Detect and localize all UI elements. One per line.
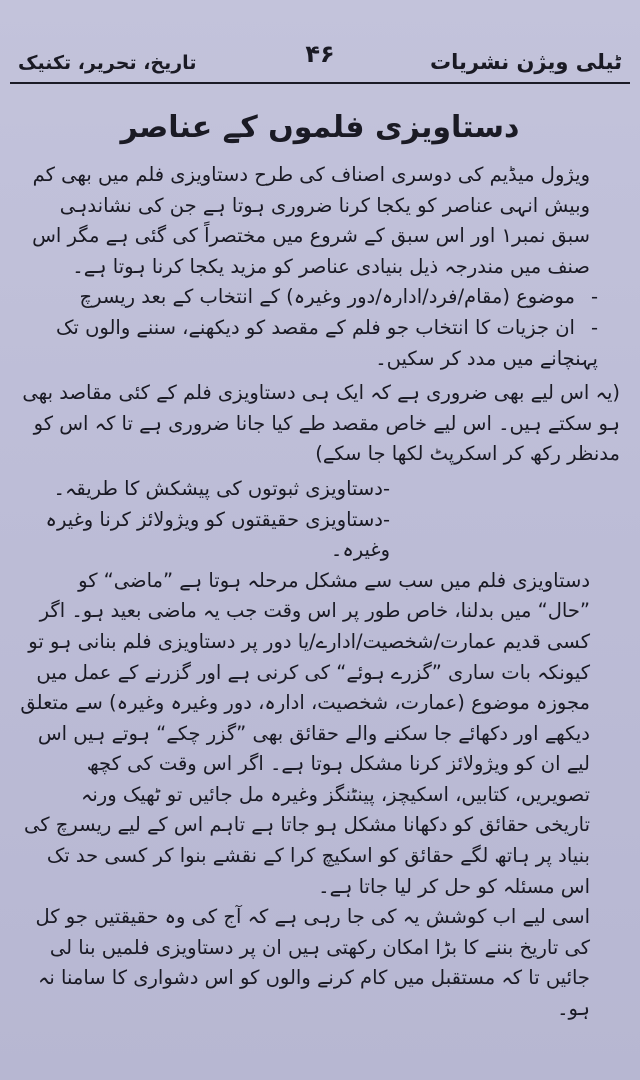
bullet-dash: - [590,285,598,309]
body-text [20,160,620,1025]
intro-paragraph: ویژول میڈیم کی دوسری اصناف کی طرح دستاویزی فلم میں بھی کم وبیش انہی عناصر کو یکجا کرنا ضروری ہوتا ہے جن کی نشاندہی سبق نمبر۱ اور اس سبق کے شروع میں مختصراً کی گئی ہے مگر اس صنف میں مندرجہ ذیل بنیادی عناصر کو مزید یکجا کرنا ہوتا ہے۔ [32,163,590,278]
bullet-dash: - [590,315,598,339]
bullet-text: موضوع (مقام/فرد/ادارہ/دور وغیرہ) کے انتخاب کے بعد ریسرچ [79,285,575,309]
body-paragraph: اسی لیے اب کوشش یہ کی جا رہی ہے کہ آج کی وہ حقیقتیں جو کل کی تاریخ بننے کا بڑا امکان رکھتی ہیں ان پر دستاویزی فلمیں بنا لی جائیں تا کہ مستقبل میں کام کرنے والوں کو اس دشواری کا سامنا نہ ہو۔ [35,905,590,1021]
body-paragraph: دستاویزی فلم میں سب سے مشکل مرحلہ ہوتا ہے ”ماضی“ کو ”حال“ میں بدلنا، خاص طور پر اس وقت جب یہ ماضی بعید ہو۔ اگر کسی قدیم عمارت/شخصیت/ادارے/یا دور پر دستاویزی فلم بنانی ہو تو کیونکہ بات ساری ”گزرے ہوئے“ کی کرنی ہے اور گزرنے کے عمل میں مجوزہ موضوع (عمارت، شخصیت، ادارہ، دور وغیرہ وغیرہ) سے متعلق دیکھے اور دکھائے جا سکنے والے حقائق بھی ”گزر چکے“ ہوتے ہیں اس لیے ان کو ویژولائز کرنا مشکل ہوتا ہے۔ اگر اس وقت کی کچھ تصویریں، کتابیں، اسکیچز، پینٹنگز وغیرہ مل جائیں تو ٹھیک ورنہ تاریخی حقائق کو دکھانا مشکل ہو جاتا ہے تاہم اس کے لیے ریسرچ کی بنیاد پر ہاتھ لگے حقائق کو اسکیچ کرا کے نقشے بنوا کر کسی حد تک اس مسئلہ کو حل کر لیا جاتا ہے۔ [20,568,590,898]
page-number: ۴۶ [305,40,335,68]
page-header [14,38,626,82]
sub-item: -دستاویزی حقیقتوں کو ویژولائز کرنا وغیرہ وغیرہ۔ [45,507,390,562]
header-book-title: ٹیلی ویژن نشریات [429,50,622,74]
bullet-text: ان جزیات کا انتخاب جو فلم کے مقصد کو دیکھنے، سننے والوں تک پہنچانے میں مدد کر سکیں۔ [55,315,598,370]
bullet-item [20,313,620,374]
bullet-item [20,282,620,313]
section-title: دستاویزی فلموں کے عناصر [120,110,520,145]
header-rule [10,82,630,84]
sub-item: -دستاویزی ثبوتوں کی پیشکش کا طریقہ۔ [53,476,390,500]
note-paragraph: (یہ اس لیے بھی ضروری ہے کہ ایک ہی دستاویزی فلم کے کئی مقاصد بھی ہو سکتے ہیں۔ اس لیے خاص مقصد طے کیا جانا ضروری ہے تا کہ اس کو مدنظر رکھ کر اسکرپٹ لکھا جا سکے) [22,381,620,466]
header-chapter-title: تاریخ، تحریر، تکنیک [18,52,197,74]
